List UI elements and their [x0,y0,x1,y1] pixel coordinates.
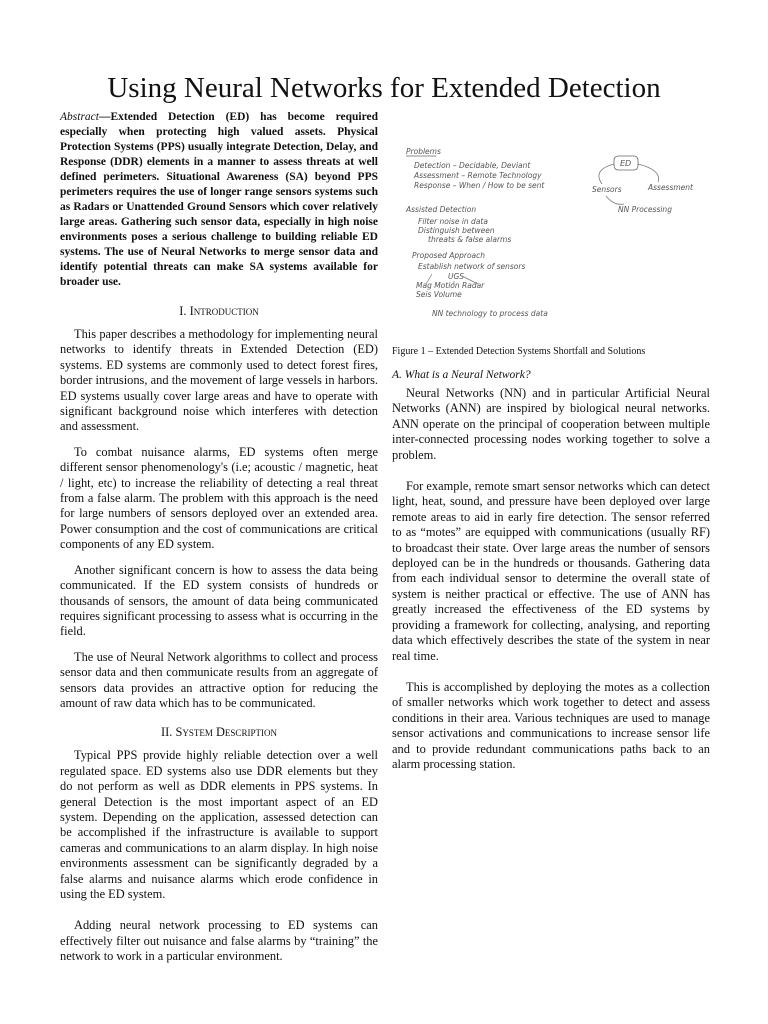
sketch-low-2: UGS [448,272,465,281]
subsection-heading-neural-network: A. What is a Neural Network? [392,369,531,381]
sketch-ed-left: Sensors [592,185,622,194]
sketch-low-3: Mag Motion Radar [416,281,485,290]
system-paragraph-2: Adding neural network processing to ED systems can effectively filter out nuisance and false alarms by “training” the network to work in a particular environment. [60,918,378,964]
nn-paragraph-3: This is accomplished by deploying the motes as a collection of smaller networks which work together to detect and assess conditions in their area. Various techniques are used to manage sensor activations and communications to increase sensor life and to provide redundant communications paths back to an alarm processing station. [392,679,710,771]
abstract [60,110,378,290]
intro-paragraph-2: To combat nuisance alarms, ED systems often merge different sensor phenomenology's (i.e; acoustic / magnetic, heat / light, etc) to increase the reliability of detecting a real threat from a false alarm. The problem with this approach is the need for large numbers of sensors deployed over an extended area. Power consumption and the cost of communications are critical components of any ED system. [60,444,378,552]
sketch-heading-problems: Problems [406,147,441,156]
sketch-mid-3: threats & false alarms [428,235,512,244]
paper-title: Using Neural Networks for Extended Detection [107,72,661,104]
figure-caption: Figure 1 – Extended Detection Systems Shortfall and Solutions [392,346,646,357]
sketch-ed-label: ED [620,159,632,168]
sketch-heading-approach: Proposed Approach [412,251,486,260]
sketch-heading-assisted: Assisted Detection [406,205,477,214]
sketch-row-2: Assessment – Remote Technology [414,171,542,180]
sketch-ed-right: Assessment [648,183,693,192]
sketch-mid-2: Distinguish between [418,226,495,235]
abstract-lead: Abstract [60,111,99,123]
sketch-mid-1: Filter noise in data [418,217,488,226]
figure-1-sketch [392,126,710,331]
nn-paragraph-2: For example, remote smart sensor networks which can detect light, heat, sound, and pressure have been deployed over large remote areas to aid in early fire detection. The sensor referred to as “motes” are equipped with communications (usually RF) to broadcast their state. Over large areas the number of sensors deployed can be in the hundreds or thousands. Gathering data from each individual sensor to determine the overall state of system is neither practical or effective. The use of ANN has greatly increased the effectiveness of the ED systems by providing a framework for collecting, analysing, and reporting data which effectively describes the state of the system in near real time. [392,479,710,663]
nn-paragraph-1: Neural Networks (NN) and in particular Artificial Neural Networks (ANN) are inspired by biological neural networks. ANN operate on the principal of cooperation between multiple inter-connected processing nodes working together to solve a problem. [392,386,710,462]
abstract-text: Extended Detection (ED) has become required especially when protecting high valued assets. Physical Protection Systems (PPS) usually integrate Detection, Delay, and Response (DDR) elements in a manner to assess threats at well defined perimeters. Situational Awareness (SA) beyond PPS perimeters requires the use of longer range sensors systems such as Radars or Unattended Ground Sensors which cover relatively large areas. Gathering such sensor data, especially in high noise environments poses a serious challenge to building reliable ED systems. The use of Neural Networks to merge sensor data and identify potential threats can make SA systems available for broader use. [60,111,378,288]
sketch-row-1: Detection – Decidable, Deviant [414,161,531,170]
section-heading-introduction: I. Introduction [179,304,259,318]
sketch-bottom: NN technology to process data [432,309,548,318]
intro-paragraph-3: Another significant concern is how to assess the data being communicated. If the ED system consists of hundreds or thousands of sensors, the amount of data being communicated requires significant processing to assess what is occurring in the field. [60,562,378,639]
intro-paragraph-1: This paper describes a methodology for implementing neural networks to identify threats in Extended Detection (ED) systems. ED systems are commonly used to detect forest fires, border intrusions, and the movement of large vessels in harbors. ED systems usually cover large areas and have to operate with significant background noise which interferes with detection and assessment. [60,327,378,434]
section-heading-system-description: II. System Description [161,725,277,740]
sketch-ed-bottom: NN Processing [618,205,672,214]
handwritten-sketch [392,126,710,331]
abstract-dash: — [98,111,111,123]
sketch-row-3: Response – When / How to be sent [414,181,545,190]
sketch-low-4: Seis Volume [416,290,462,299]
left-column [60,110,378,965]
sketch-low-1: Establish network of sensors [418,262,526,271]
intro-paragraph-4: The use of Neural Network algorithms to collect and process sensor data and then communicate results from an aggregate of sensors data provides an attractive option for reducing the amount of raw data which has to be communicated. [60,649,378,710]
system-paragraph-1: Typical PPS provide highly reliable detection over a well regulated space. ED systems also use DDR elements but they do not perform as well as DDR elements in PPS systems. In general Detection is the most important aspect of an ED system. Depending on the application, assessed detection can be accomplished if the infrastructure is available to support cameras and communications to an alarm display. In high noise environments assessment can be significantly degraded by a false alarms and nuisance alarms which erode confidence in using the ED system. [60,748,378,901]
right-column [392,110,710,772]
